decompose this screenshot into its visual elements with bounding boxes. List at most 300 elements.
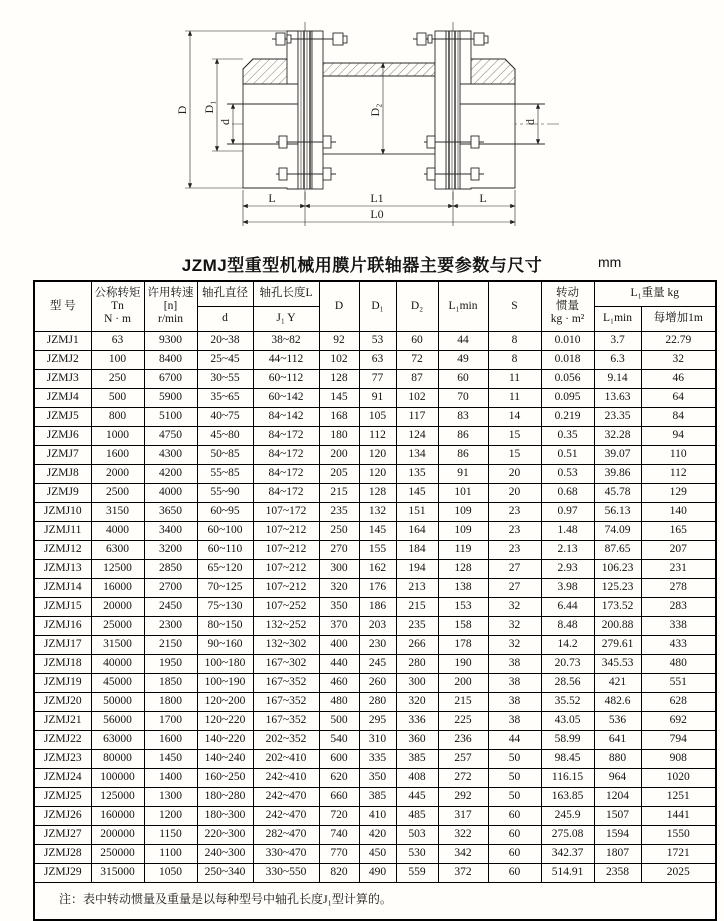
cell: 165 — [641, 522, 716, 541]
cell: 3400 — [144, 522, 197, 541]
cell: 45.78 — [594, 484, 641, 503]
cell: 23 — [488, 522, 541, 541]
cell-model: JZMJ26 — [34, 807, 91, 826]
cell: 15 — [488, 446, 541, 465]
cell: 1200 — [144, 807, 197, 826]
cell: 360 — [396, 731, 438, 750]
table-row — [34, 845, 716, 864]
cell: 86 — [438, 427, 488, 446]
cell: 0.68 — [541, 484, 594, 503]
table-note: 注：表中转动惯量及重量是以每种型号中轴孔长度J₁型计算的。 — [34, 883, 716, 921]
cell: 225 — [438, 712, 488, 731]
header-D: D — [319, 281, 359, 332]
cell: 1400 — [144, 769, 197, 788]
cell-model: JZMJ23 — [34, 750, 91, 769]
cell: 250 — [91, 370, 144, 389]
cell: 559 — [396, 864, 438, 883]
cell: 2025 — [641, 864, 716, 883]
cell: 0.53 — [541, 465, 594, 484]
cell: 5900 — [144, 389, 197, 408]
cell: 70~125 — [197, 579, 253, 598]
cell: 86 — [438, 446, 488, 465]
header-inertia — [541, 281, 594, 332]
cell: 132 — [359, 503, 396, 522]
cell: 101 — [438, 484, 488, 503]
cell: 250 — [319, 522, 359, 541]
cell: 440 — [319, 655, 359, 674]
cell: 0.018 — [541, 351, 594, 370]
table-row — [34, 465, 716, 484]
cell: 203 — [359, 617, 396, 636]
cell: 80~150 — [197, 617, 253, 636]
cell: 231 — [641, 560, 716, 579]
cell-model: JZMJ11 — [34, 522, 91, 541]
cell: 20~38 — [197, 332, 253, 351]
cell: 350 — [319, 598, 359, 617]
cell: 295 — [359, 712, 396, 731]
cell: 540 — [319, 731, 359, 750]
cell: 11 — [488, 370, 541, 389]
cell: 410 — [359, 807, 396, 826]
cell: 107~212 — [253, 560, 319, 579]
header-inertia-line2: 惯量 — [556, 300, 579, 312]
cell: 480 — [319, 693, 359, 712]
cell: 44 — [438, 332, 488, 351]
cell: 330~550 — [253, 864, 319, 883]
cell: 23.35 — [594, 408, 641, 427]
cell: 49 — [438, 351, 488, 370]
cell: 190 — [438, 655, 488, 674]
cell: 39.86 — [594, 465, 641, 484]
cell: 60 — [396, 332, 438, 351]
cell: 129 — [641, 484, 716, 503]
cell: 50000 — [91, 693, 144, 712]
dim-label-D: D — [175, 105, 189, 115]
cell: 138 — [438, 579, 488, 598]
right-hub-hatch — [471, 59, 515, 84]
cell: 342.37 — [541, 845, 594, 864]
header-weight-group: L₁重量 kg — [594, 281, 716, 307]
cell: 820 — [319, 864, 359, 883]
cell: 213 — [396, 579, 438, 598]
header-bore-length: 轴孔长度L — [253, 281, 319, 307]
cell: 482.6 — [594, 693, 641, 712]
cell-model: JZMJ12 — [34, 541, 91, 560]
cell-model: JZMJ10 — [34, 503, 91, 522]
cell: 1807 — [594, 845, 641, 864]
cell: 279.61 — [594, 636, 641, 655]
dim-label-L1: L1 — [370, 191, 384, 205]
cell: 56000 — [91, 712, 144, 731]
cell: 32.28 — [594, 427, 641, 446]
cell: 27 — [488, 579, 541, 598]
cell: 385 — [396, 750, 438, 769]
cell: 102 — [319, 351, 359, 370]
table-row — [34, 617, 716, 636]
header-D1: D₁ — [359, 281, 396, 332]
cell: 5100 — [144, 408, 197, 427]
cell: 8 — [488, 332, 541, 351]
cell: 20000 — [91, 598, 144, 617]
cell: 194 — [396, 560, 438, 579]
cell: 2700 — [144, 579, 197, 598]
cell-model: JZMJ3 — [34, 370, 91, 389]
cell: 2000 — [91, 465, 144, 484]
cell-model: JZMJ17 — [34, 636, 91, 655]
table-row — [34, 408, 716, 427]
cell: 2.93 — [541, 560, 594, 579]
cell: 420 — [359, 826, 396, 845]
cell: 16000 — [91, 579, 144, 598]
cell: 2150 — [144, 636, 197, 655]
cell: 39.07 — [594, 446, 641, 465]
cell: 145 — [396, 484, 438, 503]
cell: 128 — [438, 560, 488, 579]
cell: 120 — [359, 465, 396, 484]
table-row — [34, 636, 716, 655]
header-torque — [91, 281, 144, 332]
cell: 38 — [488, 693, 541, 712]
cell-model: JZMJ1 — [34, 332, 91, 351]
cell: 503 — [396, 826, 438, 845]
table-row — [34, 655, 716, 674]
cell: 60~100 — [197, 522, 253, 541]
cell: 11 — [488, 389, 541, 408]
header-S: S — [488, 281, 541, 332]
cell: 60 — [488, 826, 541, 845]
cell: 400 — [319, 636, 359, 655]
cell: 794 — [641, 731, 716, 750]
cell: 12500 — [91, 560, 144, 579]
cell: 372 — [438, 864, 488, 883]
cell: 38~82 — [253, 332, 319, 351]
cell: 184 — [396, 541, 438, 560]
cell-model: JZMJ7 — [34, 446, 91, 465]
table-body — [34, 332, 716, 883]
cell: 160~250 — [197, 769, 253, 788]
cell: 6300 — [91, 541, 144, 560]
cell: 9.14 — [594, 370, 641, 389]
dim-label-d-left: d — [218, 119, 232, 125]
cell: 109 — [438, 522, 488, 541]
cell: 70 — [438, 389, 488, 408]
cell: 50 — [488, 769, 541, 788]
cell: 1950 — [144, 655, 197, 674]
header-D2: D₂ — [396, 281, 438, 332]
cell: 132~302 — [253, 636, 319, 655]
cell: 145 — [319, 389, 359, 408]
cell: 908 — [641, 750, 716, 769]
cell: 408 — [396, 769, 438, 788]
cell: 15 — [488, 427, 541, 446]
cell: 320 — [319, 579, 359, 598]
cell: 20 — [488, 465, 541, 484]
cell: 27 — [488, 560, 541, 579]
cell-model: JZMJ8 — [34, 465, 91, 484]
right-spacer-flange — [435, 31, 446, 189]
cell: 6700 — [144, 370, 197, 389]
cell: 200 — [319, 446, 359, 465]
cell: 117 — [396, 408, 438, 427]
cell: 45000 — [91, 674, 144, 693]
cell: 242~470 — [253, 788, 319, 807]
cell: 3650 — [144, 503, 197, 522]
cell: 1600 — [144, 731, 197, 750]
cell: 176 — [359, 579, 396, 598]
table-row — [34, 693, 716, 712]
cell: 536 — [594, 712, 641, 731]
cell-model: JZMJ6 — [34, 427, 91, 446]
cell: 1507 — [594, 807, 641, 826]
cell: 32 — [488, 598, 541, 617]
cell: 2300 — [144, 617, 197, 636]
table-row — [34, 370, 716, 389]
cell: 155 — [359, 541, 396, 560]
cell: 1600 — [91, 446, 144, 465]
table-row — [34, 807, 716, 826]
cell: 240~300 — [197, 845, 253, 864]
cell: 660 — [319, 788, 359, 807]
cell: 220~300 — [197, 826, 253, 845]
cell: 75~130 — [197, 598, 253, 617]
cell: 445 — [396, 788, 438, 807]
cell-model: JZMJ18 — [34, 655, 91, 674]
cell: 964 — [594, 769, 641, 788]
cell: 460 — [319, 674, 359, 693]
cell: 641 — [594, 731, 641, 750]
cell: 55~90 — [197, 484, 253, 503]
cell: 9300 — [144, 332, 197, 351]
cell: 178 — [438, 636, 488, 655]
page-title: JZMJ型重型机械用膜片联轴器主要参数与尺寸 — [181, 256, 543, 275]
cell: 322 — [438, 826, 488, 845]
cell: 84~172 — [253, 427, 319, 446]
cell: 162 — [359, 560, 396, 579]
cell: 100~180 — [197, 655, 253, 674]
cell: 6.3 — [594, 351, 641, 370]
cell: 551 — [641, 674, 716, 693]
cell: 628 — [641, 693, 716, 712]
dim-label-L-right: L — [479, 191, 487, 205]
cell-model: JZMJ28 — [34, 845, 91, 864]
cell: 215 — [319, 484, 359, 503]
header-bore-diameter-d: d — [197, 307, 253, 332]
cell: 134 — [396, 446, 438, 465]
spec-table — [33, 280, 717, 921]
cell: 278 — [641, 579, 716, 598]
cell: 168 — [319, 408, 359, 427]
cell: 205 — [319, 465, 359, 484]
cell-model: JZMJ14 — [34, 579, 91, 598]
cell-model: JZMJ9 — [34, 484, 91, 503]
cell: 50 — [488, 750, 541, 769]
cell: 282~470 — [253, 826, 319, 845]
cell: 1150 — [144, 826, 197, 845]
cell: 480 — [641, 655, 716, 674]
cell: 235 — [396, 617, 438, 636]
cell: 164 — [396, 522, 438, 541]
cell: 120~200 — [197, 693, 253, 712]
cell: 0.010 — [541, 332, 594, 351]
cell: 38 — [488, 655, 541, 674]
cell: 83 — [438, 408, 488, 427]
cell: 38 — [488, 712, 541, 731]
table-header — [34, 281, 716, 332]
cell: 2850 — [144, 560, 197, 579]
cell: 167~302 — [253, 655, 319, 674]
header-speed — [144, 281, 197, 332]
cell: 107~212 — [253, 522, 319, 541]
cell: 74.09 — [594, 522, 641, 541]
cell: 0.35 — [541, 427, 594, 446]
cell: 310 — [359, 731, 396, 750]
table-row — [34, 332, 716, 351]
cell: 1450 — [144, 750, 197, 769]
cell: 60~142 — [253, 389, 319, 408]
dim-label-d-right: d — [523, 119, 537, 125]
cell: 1.48 — [541, 522, 594, 541]
cell: 98.45 — [541, 750, 594, 769]
cell: 338 — [641, 617, 716, 636]
cell: 530 — [396, 845, 438, 864]
header-inertia-line3: kg · m² — [550, 313, 585, 325]
cell: 28.56 — [541, 674, 594, 693]
cell: 77 — [359, 370, 396, 389]
cell-model: JZMJ25 — [34, 788, 91, 807]
cell: 90~160 — [197, 636, 253, 655]
table-row — [34, 522, 716, 541]
cell: 35.52 — [541, 693, 594, 712]
cell: 4300 — [144, 446, 197, 465]
cell: 880 — [594, 750, 641, 769]
cell: 31500 — [91, 636, 144, 655]
cell: 120~220 — [197, 712, 253, 731]
spacer-hatch — [323, 63, 435, 76]
cell: 116.15 — [541, 769, 594, 788]
header-speed-line2: [n] — [163, 300, 178, 312]
cell: 46 — [641, 370, 716, 389]
cell: 2.13 — [541, 541, 594, 560]
cell: 14 — [488, 408, 541, 427]
header-bore-length-j1y: J₁ Y — [253, 307, 319, 332]
coupling-drawing — [0, 6, 724, 249]
cell: 3150 — [91, 503, 144, 522]
cell: 84~172 — [253, 465, 319, 484]
cell: 186 — [359, 598, 396, 617]
cell: 1100 — [144, 845, 197, 864]
cell: 8 — [488, 351, 541, 370]
cell: 87 — [396, 370, 438, 389]
cell: 2358 — [594, 864, 641, 883]
cell: 215 — [438, 693, 488, 712]
cell: 260 — [359, 674, 396, 693]
cell: 140~220 — [197, 731, 253, 750]
cell: 740 — [319, 826, 359, 845]
cell: 235 — [319, 503, 359, 522]
cell: 163.85 — [541, 788, 594, 807]
cell: 3.98 — [541, 579, 594, 598]
right-hub-outline — [460, 31, 515, 189]
cell: 330~470 — [253, 845, 319, 864]
cell: 257 — [438, 750, 488, 769]
cell: 84~172 — [253, 446, 319, 465]
cell: 3200 — [144, 541, 197, 560]
cell: 335 — [359, 750, 396, 769]
cell: 151 — [396, 503, 438, 522]
cell: 1700 — [144, 712, 197, 731]
cell: 275.08 — [541, 826, 594, 845]
cell: 236 — [438, 731, 488, 750]
cell: 385 — [359, 788, 396, 807]
cell: 119 — [438, 541, 488, 560]
cell: 215 — [396, 598, 438, 617]
left-hub-outline — [243, 31, 298, 189]
cell: 180 — [319, 427, 359, 446]
cell-model: JZMJ22 — [34, 731, 91, 750]
table-row — [34, 750, 716, 769]
cell: 63000 — [91, 731, 144, 750]
cell: 1550 — [641, 826, 716, 845]
cell: 4000 — [91, 522, 144, 541]
table-row — [34, 446, 716, 465]
cell: 8400 — [144, 351, 197, 370]
cell: 14.2 — [541, 636, 594, 655]
table-row — [34, 389, 716, 408]
cell: 107~212 — [253, 579, 319, 598]
cell: 500 — [91, 389, 144, 408]
cell: 180~280 — [197, 788, 253, 807]
table-row — [34, 864, 716, 883]
cell: 84 — [641, 408, 716, 427]
cell: 270 — [319, 541, 359, 560]
cell: 107~212 — [253, 541, 319, 560]
cell: 153 — [438, 598, 488, 617]
cell-model: JZMJ16 — [34, 617, 91, 636]
cell: 124 — [396, 427, 438, 446]
dim-label-D1: D₁ — [202, 100, 216, 114]
cell-model: JZMJ27 — [34, 826, 91, 845]
cell: 128 — [319, 370, 359, 389]
cell: 167~352 — [253, 674, 319, 693]
cell: 50 — [488, 788, 541, 807]
cell: 8.48 — [541, 617, 594, 636]
cell: 514.91 — [541, 864, 594, 883]
cell: 158 — [438, 617, 488, 636]
cell: 100000 — [91, 769, 144, 788]
table-row — [34, 484, 716, 503]
cell: 145 — [359, 522, 396, 541]
cell: 1000 — [91, 427, 144, 446]
cell: 60 — [488, 845, 541, 864]
table-row — [34, 427, 716, 446]
cell: 485 — [396, 807, 438, 826]
header-torque-line1: 公称转矩 — [94, 287, 141, 299]
cell: 800 — [91, 408, 144, 427]
cell: 450 — [359, 845, 396, 864]
cell: 72 — [396, 351, 438, 370]
coupling-drawing-svg — [0, 6, 724, 244]
cell: 100 — [91, 351, 144, 370]
cell: 230 — [359, 636, 396, 655]
cell: 65~120 — [197, 560, 253, 579]
dim-label-L-left: L — [268, 191, 276, 205]
cell: 50~85 — [197, 446, 253, 465]
cell: 32 — [488, 617, 541, 636]
cell: 600 — [319, 750, 359, 769]
cell: 300 — [319, 560, 359, 579]
cell: 60~112 — [253, 370, 319, 389]
cell: 32 — [488, 636, 541, 655]
